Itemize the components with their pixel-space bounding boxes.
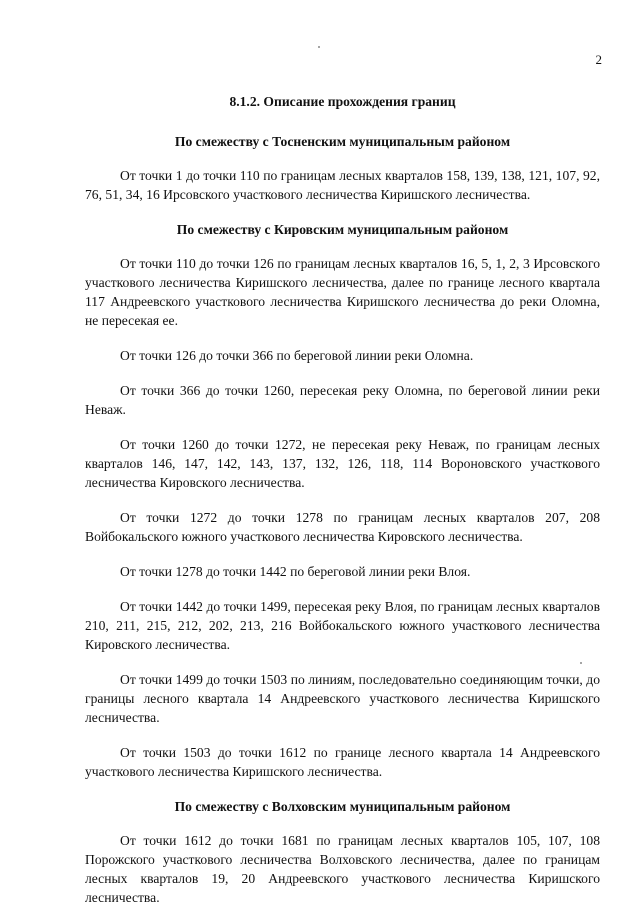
paragraph: От точки 1442 до точки 1499, пересекая реку Влоя, по границам лесных кварталов 210, 211, 215, 212, 202, 213, 216 Войбокальского южного участкового лесничества Кировского лесничества.: [85, 599, 600, 652]
paragraph: От точки 126 до точки 366 по береговой линии реки Оломна.: [120, 348, 474, 363]
paragraph: От точки 1260 до точки 1272, не пересекая реку Неваж, по границам лесных кварталов 146, 147, 142, 143, 137, 132, 126, 118, 114 Вороновского участкового лесничества Кировского лесничества.: [85, 437, 600, 490]
paragraph: От точки 1278 до точки 1442 по береговой линии реки Влоя.: [120, 564, 471, 579]
paragraph: От точки 366 до точки 1260, пересекая реку Оломна, по береговой линии реки Неваж.: [85, 383, 600, 417]
paragraph: От точки 1 до точки 110 по границам лесных кварталов 158, 139, 138, 121, 107, 92, 76, 51, 34, 16 Ирсовского участкового лесничества Киришского лесничества.: [85, 168, 600, 202]
paragraph: От точки 1503 до точки 1612 по границе лесного квартала 14 Андреевского участкового лесничества Киришского лесничества.: [85, 745, 600, 779]
section-title: 8.1.2. Описание прохождения границ: [229, 94, 456, 109]
subheading-volkhov: По смежеству с Волховским муниципальным районом: [174, 799, 511, 814]
scan-speck: [580, 662, 582, 664]
subheading-kirovsk: По смежеству с Кировским муниципальным районом: [176, 222, 509, 237]
paragraph: От точки 110 до точки 126 по границам лесных кварталов 16, 5, 1, 2, 3 Ирсовского участкового лесничества Киришского лесничества, далее по границе лесного квартала 117 Андреевского участкового лесничества Киришского лесничества до реки Оломна, не пересекая ее.: [85, 256, 600, 328]
scan-speck: [318, 46, 320, 48]
document-body: [85, 92, 600, 923]
paragraph: От точки 1612 до точки 1681 по границам лесных кварталов 105, 107, 108 Порожского участкового лесничества Волховского лесничества, далее по границам лесных кварталов 19, 20 Андреевского участкового лесничества Киришского лесничества.: [85, 833, 600, 905]
paragraph: От точки 1272 до точки 1278 по границам лесных кварталов 207, 208 Войбокальского южного участкового лесничества Кировского лесничества.: [85, 510, 600, 544]
paragraph: От точки 1499 до точки 1503 по линиям, последовательно соединяющим точки, до границы лесного квартала 14 Андреевского участкового лесничества Киришского лесничества.: [85, 672, 600, 725]
page-number: 2: [595, 52, 602, 67]
subheading-tosno: По смежеству с Тосненским муниципальным районом: [174, 134, 511, 149]
